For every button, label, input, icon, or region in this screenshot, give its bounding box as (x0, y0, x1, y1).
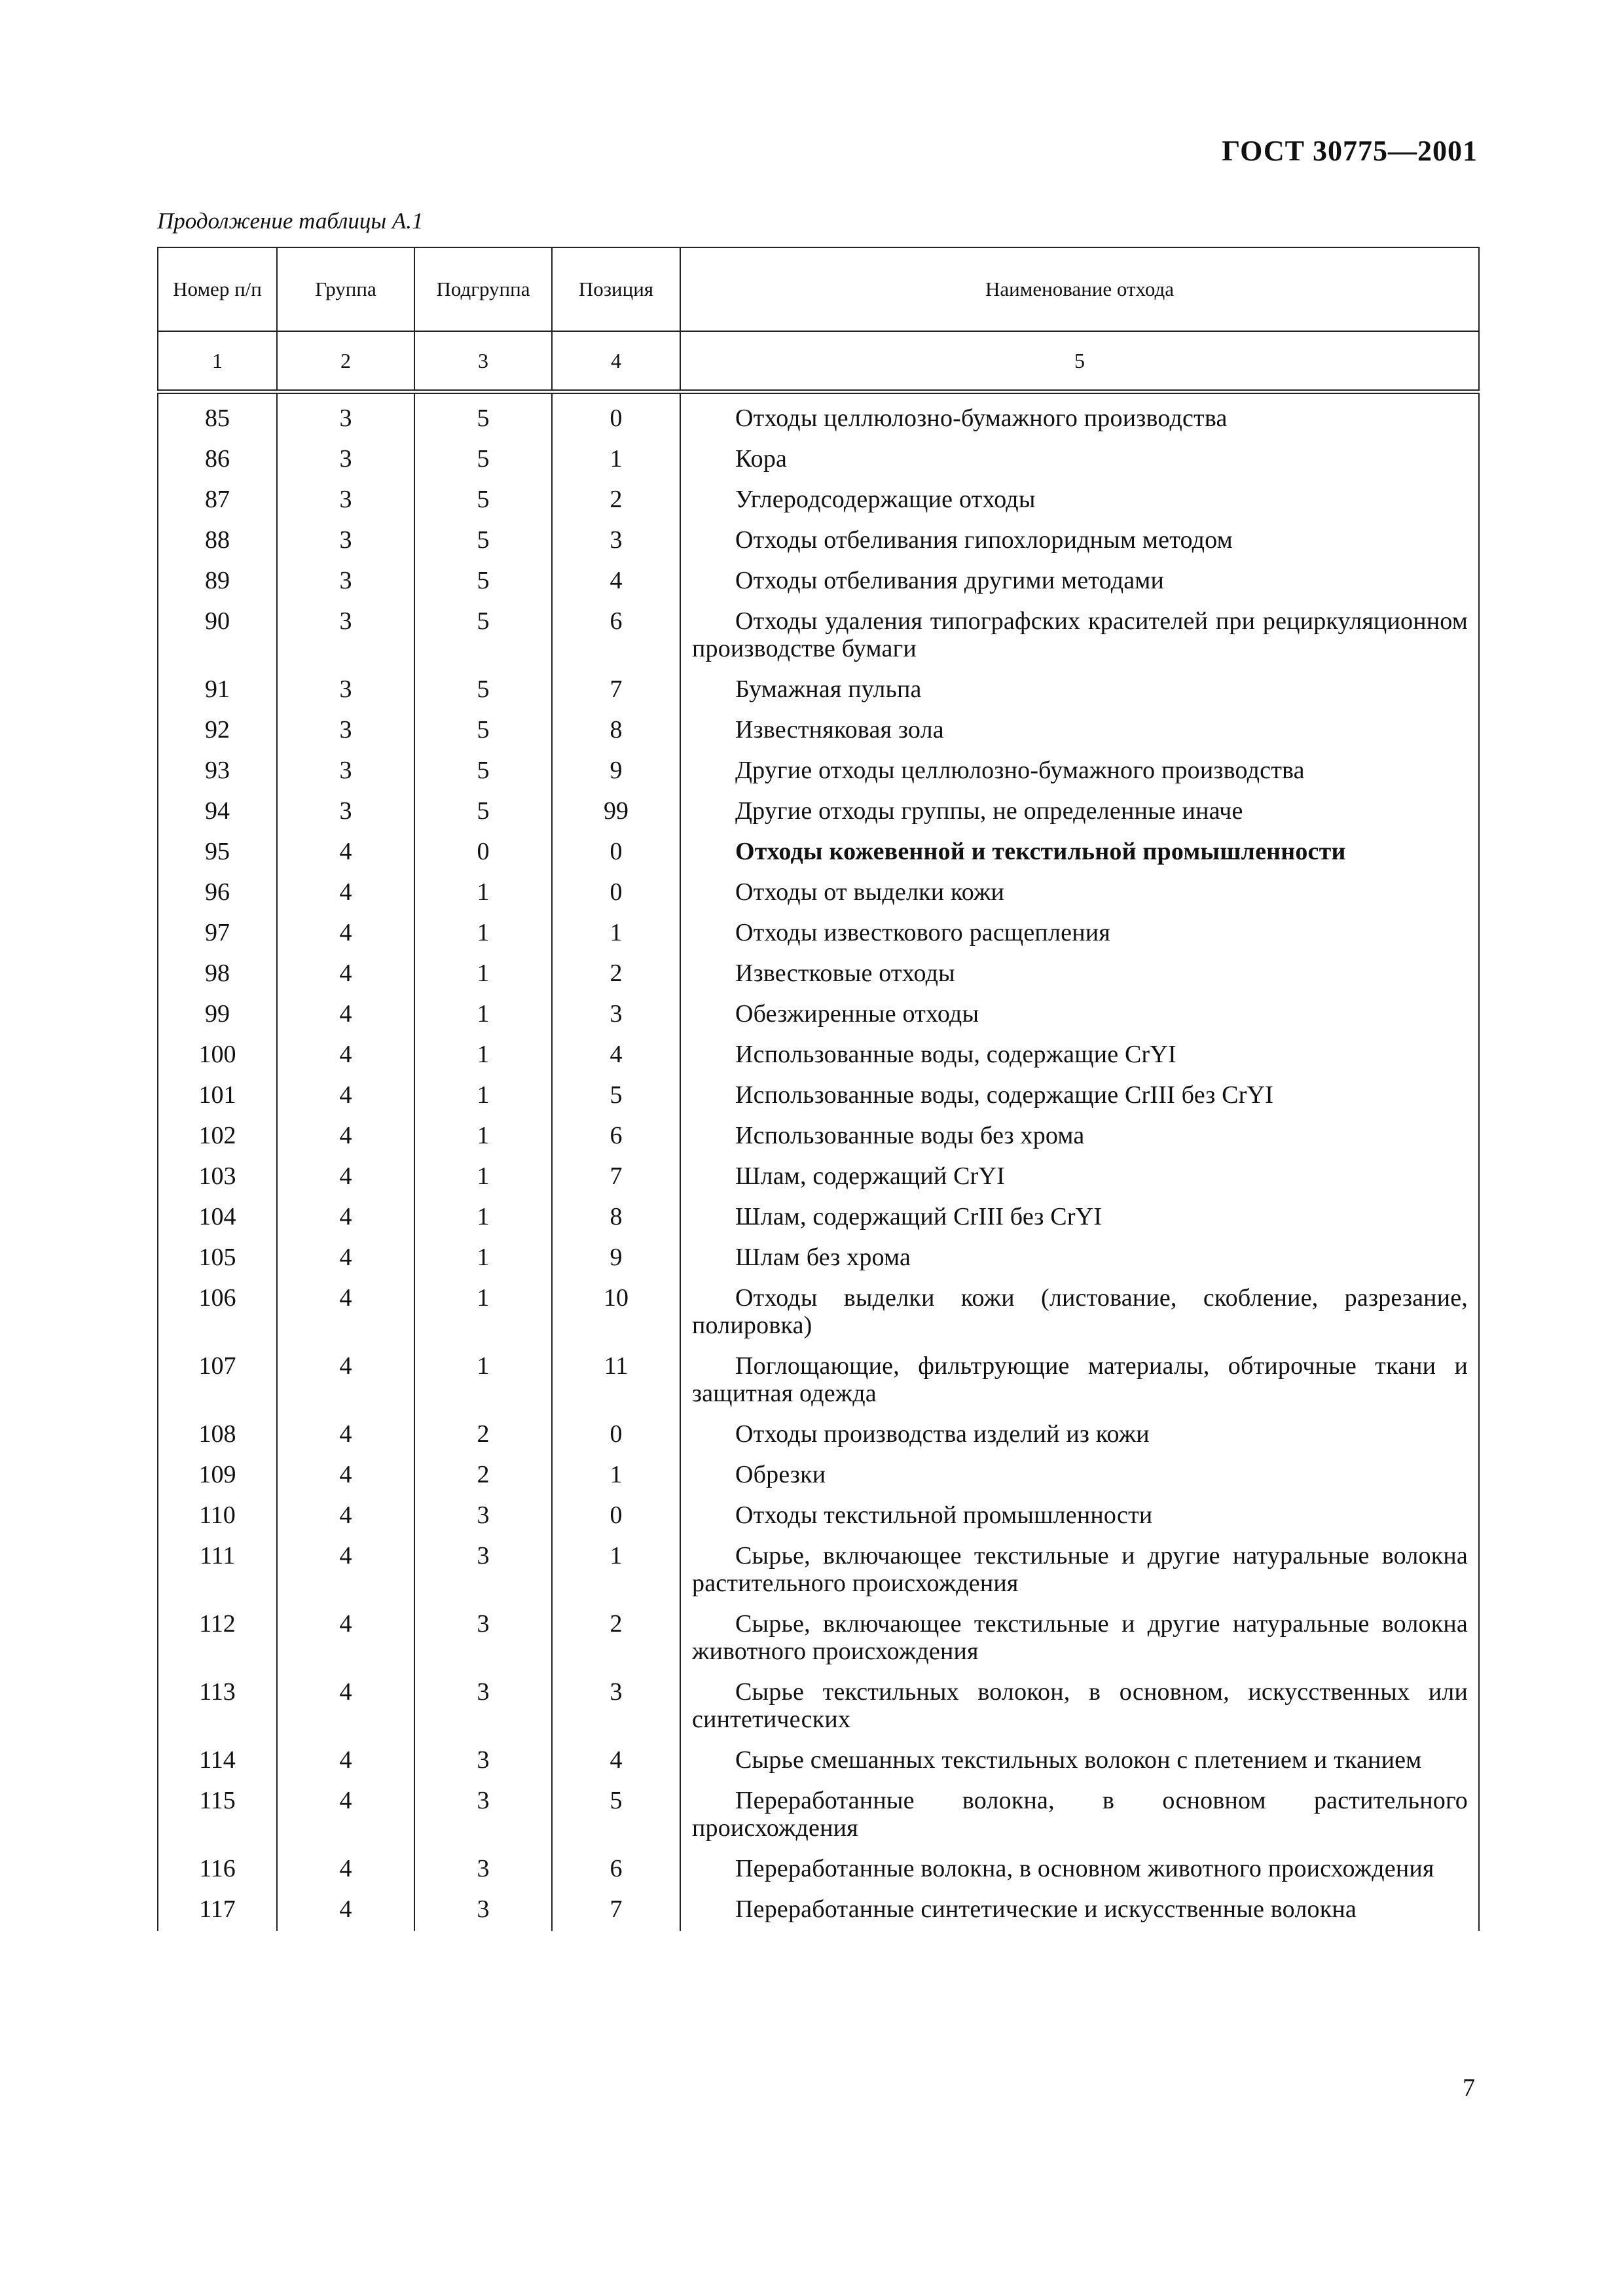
cell-waste-name: Сырье смешанных текстильных волокон с плетением и тканием (680, 1741, 1479, 1782)
cell-waste-name: Сырье, включающее текстильные и другие натуральные волокна животного происхождения (680, 1605, 1479, 1673)
cell-group: 4 (277, 1076, 414, 1117)
cell-waste-name: Углеродсодержащие отходы (680, 480, 1479, 521)
table-row (158, 833, 1479, 873)
cell-position: 1 (552, 1537, 680, 1605)
cell-position: 7 (552, 1157, 680, 1198)
cell-subgroup: 1 (414, 1076, 552, 1117)
cell-position: 11 (552, 1347, 680, 1415)
table-row (158, 1279, 1479, 1347)
table-row (158, 1741, 1479, 1782)
table-row (158, 1782, 1479, 1850)
cell-subgroup: 5 (414, 440, 552, 480)
cell-group: 3 (277, 480, 414, 521)
cell-position: 10 (552, 1279, 680, 1347)
cell-subgroup: 3 (414, 1673, 552, 1741)
table-row (158, 1117, 1479, 1157)
cell-waste-name: Отходы кожевенной и текстильной промышленности (680, 833, 1479, 873)
cell-number: 97 (158, 914, 277, 954)
cell-subgroup: 5 (414, 792, 552, 833)
cell-position: 8 (552, 1198, 680, 1238)
cell-subgroup: 5 (414, 711, 552, 751)
table-row (158, 873, 1479, 914)
cell-subgroup: 1 (414, 873, 552, 914)
col-index-3: 3 (414, 331, 552, 392)
cell-position: 99 (552, 792, 680, 833)
cell-waste-name: Отходы удаления типографских красителей при рециркуляционном производстве бумаги (680, 602, 1479, 670)
cell-subgroup: 0 (414, 833, 552, 873)
cell-group: 3 (277, 711, 414, 751)
cell-group: 3 (277, 440, 414, 480)
cell-subgroup: 1 (414, 1238, 552, 1279)
cell-group: 4 (277, 1157, 414, 1198)
cell-group: 4 (277, 1890, 414, 1931)
cell-number: 106 (158, 1279, 277, 1347)
cell-waste-name: Переработанные синтетические и искусственные волокна (680, 1890, 1479, 1931)
cell-position: 2 (552, 1605, 680, 1673)
cell-waste-name: Отходы текстильной промышленности (680, 1496, 1479, 1537)
cell-waste-name: Обезжиренные отходы (680, 995, 1479, 1035)
cell-subgroup: 3 (414, 1496, 552, 1537)
cell-waste-name: Шлам без хрома (680, 1238, 1479, 1279)
cell-number: 91 (158, 670, 277, 711)
cell-group: 4 (277, 954, 414, 995)
cell-group: 4 (277, 1035, 414, 1076)
cell-waste-name: Бумажная пульпа (680, 670, 1479, 711)
cell-number: 110 (158, 1496, 277, 1537)
table-row (158, 1076, 1479, 1117)
cell-number: 85 (158, 392, 277, 440)
cell-waste-name: Другие отходы группы, не определенные иначе (680, 792, 1479, 833)
cell-number: 107 (158, 1347, 277, 1415)
column-number-row (158, 331, 1479, 392)
cell-position: 9 (552, 751, 680, 792)
cell-group: 4 (277, 1279, 414, 1347)
cell-number: 117 (158, 1890, 277, 1931)
table-row (158, 1347, 1479, 1415)
cell-group: 4 (277, 1238, 414, 1279)
cell-subgroup: 5 (414, 562, 552, 602)
cell-number: 92 (158, 711, 277, 751)
cell-position: 3 (552, 1673, 680, 1741)
cell-subgroup: 3 (414, 1850, 552, 1890)
cell-position: 4 (552, 1741, 680, 1782)
cell-number: 94 (158, 792, 277, 833)
cell-waste-name: Отходы известкового расщепления (680, 914, 1479, 954)
cell-waste-name: Отходы целлюлозно-бумажного производства (680, 392, 1479, 440)
col-header-number: Номер п/п (158, 247, 277, 331)
cell-number: 114 (158, 1741, 277, 1782)
cell-waste-name: Отходы отбеливания гипохлоридным методом (680, 521, 1479, 562)
cell-position: 6 (552, 602, 680, 670)
cell-group: 4 (277, 1673, 414, 1741)
table-row (158, 1850, 1479, 1890)
table-row (158, 562, 1479, 602)
cell-group: 4 (277, 1605, 414, 1673)
cell-waste-name: Переработанные волокна, в основном растительного происхождения (680, 1782, 1479, 1850)
table-header (158, 247, 1479, 392)
cell-group: 4 (277, 1537, 414, 1605)
cell-group: 4 (277, 833, 414, 873)
cell-position: 1 (552, 914, 680, 954)
cell-waste-name: Использованные воды без хрома (680, 1117, 1479, 1157)
cell-number: 89 (158, 562, 277, 602)
cell-waste-name: Использованные воды, содержащие CrYI (680, 1035, 1479, 1076)
cell-subgroup: 2 (414, 1456, 552, 1496)
table-row (158, 995, 1479, 1035)
table-row (158, 914, 1479, 954)
table-caption: Продолжение таблицы А.1 (157, 208, 424, 234)
table-row (158, 1496, 1479, 1537)
cell-number: 98 (158, 954, 277, 995)
cell-number: 115 (158, 1782, 277, 1850)
cell-number: 86 (158, 440, 277, 480)
cell-subgroup: 3 (414, 1890, 552, 1931)
cell-number: 93 (158, 751, 277, 792)
cell-position: 8 (552, 711, 680, 751)
cell-number: 109 (158, 1456, 277, 1496)
cell-subgroup: 5 (414, 392, 552, 440)
table-row (158, 1035, 1479, 1076)
col-header-group: Группа (277, 247, 414, 331)
table-row (158, 1456, 1479, 1496)
cell-waste-name: Обрезки (680, 1456, 1479, 1496)
cell-group: 3 (277, 751, 414, 792)
cell-number: 116 (158, 1850, 277, 1890)
table-row (158, 1198, 1479, 1238)
cell-number: 105 (158, 1238, 277, 1279)
waste-classification-table (157, 247, 1480, 1931)
cell-subgroup: 5 (414, 751, 552, 792)
cell-waste-name: Переработанные волокна, в основном животного происхождения (680, 1850, 1479, 1890)
table-row (158, 392, 1479, 440)
cell-number: 96 (158, 873, 277, 914)
cell-group: 3 (277, 392, 414, 440)
table-row (158, 670, 1479, 711)
cell-position: 3 (552, 521, 680, 562)
cell-waste-name: Шлам, содержащий CrYI (680, 1157, 1479, 1198)
cell-position: 4 (552, 1035, 680, 1076)
cell-group: 4 (277, 914, 414, 954)
cell-group: 3 (277, 792, 414, 833)
cell-waste-name: Известковые отходы (680, 954, 1479, 995)
cell-waste-name: Известняковая зола (680, 711, 1479, 751)
table-body (158, 392, 1479, 1931)
table-row (158, 1890, 1479, 1931)
cell-subgroup: 1 (414, 1157, 552, 1198)
cell-group: 4 (277, 873, 414, 914)
cell-group: 4 (277, 1117, 414, 1157)
cell-number: 95 (158, 833, 277, 873)
table-row (158, 1157, 1479, 1198)
cell-subgroup: 1 (414, 995, 552, 1035)
cell-group: 4 (277, 1496, 414, 1537)
cell-subgroup: 1 (414, 1117, 552, 1157)
cell-group: 4 (277, 1850, 414, 1890)
col-index-1: 1 (158, 331, 277, 392)
column-header-row (158, 247, 1479, 331)
cell-position: 6 (552, 1850, 680, 1890)
col-index-4: 4 (552, 331, 680, 392)
cell-group: 4 (277, 1198, 414, 1238)
cell-subgroup: 2 (414, 1415, 552, 1456)
cell-number: 87 (158, 480, 277, 521)
cell-subgroup: 5 (414, 521, 552, 562)
cell-group: 4 (277, 1415, 414, 1456)
cell-position: 0 (552, 1415, 680, 1456)
cell-subgroup: 1 (414, 1279, 552, 1347)
waste-table-container (157, 247, 1478, 1931)
table-row (158, 480, 1479, 521)
cell-number: 88 (158, 521, 277, 562)
cell-subgroup: 1 (414, 954, 552, 995)
cell-number: 113 (158, 1673, 277, 1741)
table-row (158, 1415, 1479, 1456)
table-row (158, 602, 1479, 670)
cell-position: 7 (552, 670, 680, 711)
cell-position: 0 (552, 392, 680, 440)
cell-number: 101 (158, 1076, 277, 1117)
cell-waste-name: Отходы отбеливания другими методами (680, 562, 1479, 602)
col-header-waste-name: Наименование отхода (680, 247, 1479, 331)
cell-position: 0 (552, 873, 680, 914)
cell-position: 3 (552, 995, 680, 1035)
cell-subgroup: 1 (414, 1035, 552, 1076)
table-row (158, 711, 1479, 751)
table-row (158, 1605, 1479, 1673)
table-row (158, 521, 1479, 562)
cell-group: 3 (277, 521, 414, 562)
table-row (158, 792, 1479, 833)
cell-position: 7 (552, 1890, 680, 1931)
cell-number: 112 (158, 1605, 277, 1673)
cell-subgroup: 3 (414, 1537, 552, 1605)
cell-number: 90 (158, 602, 277, 670)
table-row (158, 954, 1479, 995)
cell-number: 100 (158, 1035, 277, 1076)
cell-position: 1 (552, 440, 680, 480)
cell-group: 3 (277, 670, 414, 711)
cell-waste-name: Шлам, содержащий CrIII без CrYI (680, 1198, 1479, 1238)
cell-subgroup: 3 (414, 1741, 552, 1782)
cell-position: 0 (552, 833, 680, 873)
cell-position: 0 (552, 1496, 680, 1537)
col-header-subgroup: Подгруппа (414, 247, 552, 331)
cell-group: 4 (277, 1347, 414, 1415)
cell-waste-name: Использованные воды, содержащие CrIII без CrYI (680, 1076, 1479, 1117)
table-row (158, 1537, 1479, 1605)
cell-group: 4 (277, 1741, 414, 1782)
cell-position: 1 (552, 1456, 680, 1496)
cell-position: 5 (552, 1076, 680, 1117)
cell-group: 4 (277, 1782, 414, 1850)
col-header-position: Позиция (552, 247, 680, 331)
cell-subgroup: 3 (414, 1605, 552, 1673)
cell-waste-name: Отходы от выделки кожи (680, 873, 1479, 914)
cell-subgroup: 5 (414, 480, 552, 521)
col-index-5: 5 (680, 331, 1479, 392)
cell-position: 9 (552, 1238, 680, 1279)
cell-number: 104 (158, 1198, 277, 1238)
cell-group: 4 (277, 995, 414, 1035)
cell-waste-name: Сырье, включающее текстильные и другие натуральные волокна растительного происхождения (680, 1537, 1479, 1605)
cell-subgroup: 1 (414, 914, 552, 954)
cell-group: 4 (277, 1456, 414, 1496)
table-row (158, 751, 1479, 792)
cell-subgroup: 5 (414, 602, 552, 670)
cell-number: 103 (158, 1157, 277, 1198)
cell-waste-name: Поглощающие, фильтрующие материалы, обтирочные ткани и защитная одежда (680, 1347, 1479, 1415)
cell-subgroup: 1 (414, 1198, 552, 1238)
cell-position: 2 (552, 480, 680, 521)
cell-subgroup: 5 (414, 670, 552, 711)
cell-position: 4 (552, 562, 680, 602)
cell-number: 99 (158, 995, 277, 1035)
cell-position: 6 (552, 1117, 680, 1157)
cell-waste-name: Отходы производства изделий из кожи (680, 1415, 1479, 1456)
table-row (158, 1673, 1479, 1741)
cell-number: 102 (158, 1117, 277, 1157)
table-row (158, 1238, 1479, 1279)
cell-waste-name: Другие отходы целлюлозно-бумажного производства (680, 751, 1479, 792)
table-row (158, 440, 1479, 480)
cell-number: 108 (158, 1415, 277, 1456)
cell-position: 5 (552, 1782, 680, 1850)
cell-number: 111 (158, 1537, 277, 1605)
document-code: ГОСТ 30775—2001 (1222, 135, 1478, 167)
cell-group: 3 (277, 562, 414, 602)
col-index-2: 2 (277, 331, 414, 392)
cell-waste-name: Сырье текстильных волокон, в основном, искусственных или синтетических (680, 1673, 1479, 1741)
cell-subgroup: 1 (414, 1347, 552, 1415)
cell-subgroup: 3 (414, 1782, 552, 1850)
page-number: 7 (1463, 2074, 1475, 2102)
cell-group: 3 (277, 602, 414, 670)
cell-waste-name: Отходы выделки кожи (листование, скобление, разрезание, полировка) (680, 1279, 1479, 1347)
cell-waste-name: Кора (680, 440, 1479, 480)
cell-position: 2 (552, 954, 680, 995)
